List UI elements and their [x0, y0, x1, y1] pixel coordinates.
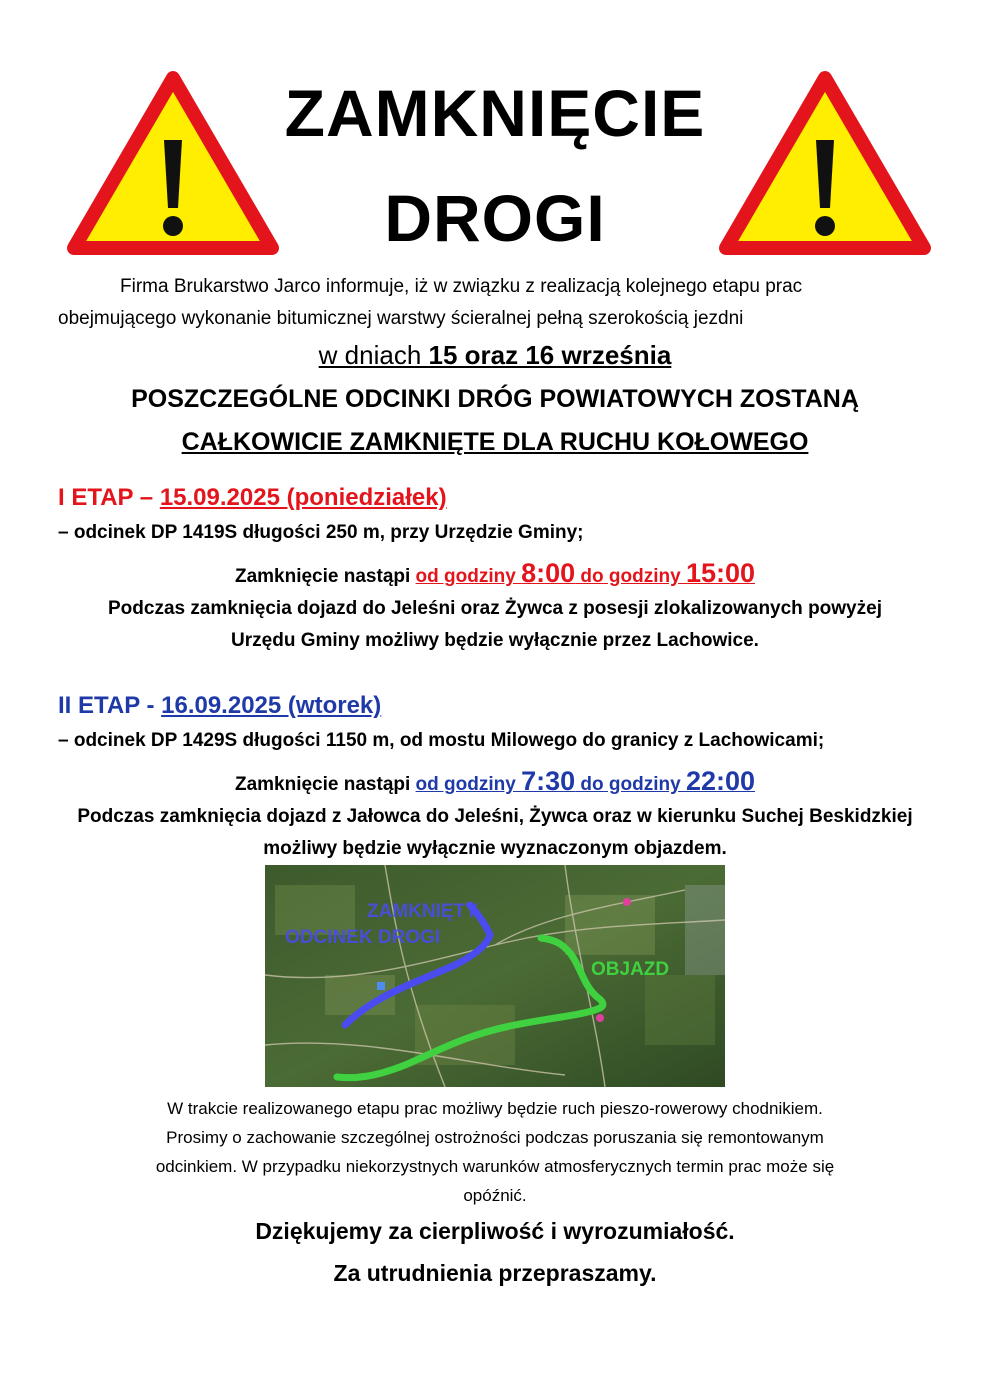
etap1-closure	[0, 558, 990, 589]
closed-label-line1: ZAMKNIĘTY	[367, 901, 478, 922]
etap2-from-text: od godziny	[415, 774, 522, 795]
etap1-access-line2: Urzędu Gminy możliwy będzie wyłącznie przez Lachowice.	[231, 630, 759, 651]
headline-line2: CAŁKOWICIE ZAMKNIĘTE DLA RUCHU KOŁOWEGO	[181, 428, 809, 456]
apology-line: Za utrudnienia przepraszamy.	[333, 1260, 657, 1286]
notes-line2: Prosimy o zachowanie szczególnej ostrożności podczas poruszania się remontowanym	[166, 1128, 824, 1147]
etap1-date: 15.09.2025 (poniedziałek)	[159, 484, 447, 511]
notes-line4: opóźnić.	[463, 1186, 527, 1205]
etap2-from	[415, 766, 756, 796]
thanks-line: Dziękujemy za cierpliwość i wyrozumiałość.	[255, 1218, 735, 1244]
etap1-to-time: 15:00	[685, 558, 756, 588]
etap1-access-line1: Podczas zamknięcia dojazd do Jeleśni oraz Żywca z posesji zlokalizowanych powyżej	[108, 598, 882, 619]
etap1-closure-prefix: Zamknięcie nastąpi	[234, 566, 416, 587]
etap2-from-time: 7:30	[521, 766, 576, 796]
headline-line1: POSZCZEGÓLNE ODCINKI DRÓG POWIATOWYCH ZOSTANĄ	[131, 385, 859, 413]
etap2-access-line2: możliwy będzie wyłącznie wyznaczonym objazdem.	[263, 838, 727, 859]
dates-prefix: w dniach	[318, 340, 429, 370]
map-poi-icon	[377, 982, 385, 990]
etap2-access-line1: Podczas zamknięcia dojazd z Jałowca do Jeleśni, Żywca oraz w kierunku Suchej Beskidzkiej	[77, 806, 913, 827]
etap2-label: II ETAP -	[58, 692, 162, 719]
etap2-to-text: do godziny	[575, 774, 686, 795]
etap1-from-time: 8:00	[521, 558, 576, 588]
map-pin-icon	[623, 898, 631, 906]
map-pin-icon	[596, 1014, 604, 1022]
etap1-label: I ETAP –	[58, 484, 160, 511]
page-title-line1: ZAMKNIĘCIE	[284, 76, 706, 150]
etap1-from	[415, 558, 756, 588]
etap2-heading	[58, 692, 381, 720]
etap2-date: 16.09.2025 (wtorek)	[161, 692, 382, 719]
etap1-from-text: od godziny	[415, 566, 522, 587]
notes-line3: odcinkiem. W przypadku niekorzystnych warunków atmosferycznych termin prac może się	[155, 1157, 835, 1176]
etap2-closure-prefix: Zamknięcie nastąpi	[234, 774, 416, 795]
detour-map	[265, 865, 725, 1087]
detour-label: OBJAZD	[591, 959, 670, 980]
page-title-line2: DROGI	[384, 181, 606, 255]
intro-line1: Firma Brukarstwo Jarco informuje, iż w związku z realizacją kolejnego etapu prac	[120, 276, 803, 297]
dates-line	[0, 340, 990, 371]
etap2-section: – odcinek DP 1429S długości 1150 m, od mostu Milowego do granicy z Lachowicami;	[58, 730, 825, 751]
closed-label-line2: ODCINEK DROGI	[285, 927, 441, 948]
etap2-closure	[0, 766, 990, 797]
dates-days: 15 oraz 16 września	[428, 340, 672, 370]
notes-line1: W trakcie realizowanego etapu prac możliwy będzie ruch pieszo-rowerowy chodnikiem.	[167, 1099, 823, 1118]
etap1-section: – odcinek DP 1419S długości 250 m, przy Urzędzie Gminy;	[58, 522, 584, 543]
etap1-heading	[58, 484, 447, 512]
etap2-to-time: 22:00	[685, 766, 756, 796]
intro-line2: obejmującego wykonanie bitumicznej warstwy ścieralnej pełną szerokością jezdni	[58, 308, 744, 329]
etap1-to-text: do godziny	[575, 566, 686, 587]
